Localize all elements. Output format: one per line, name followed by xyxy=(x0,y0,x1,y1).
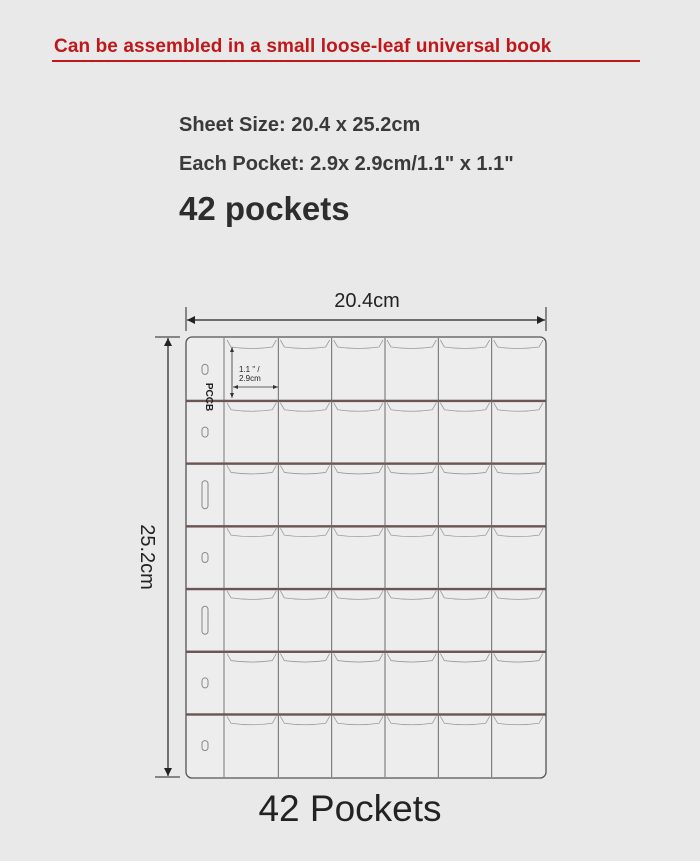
pocket-count-heading: 42 pockets xyxy=(179,190,350,227)
brand-label: PCCB xyxy=(203,382,214,412)
sheet-size-text: Sheet Size: 20.4 x 25.2cm xyxy=(179,114,421,136)
height-label: 25.2cm xyxy=(136,524,158,590)
pocket-label-line2: 2.9cm xyxy=(239,374,261,383)
headline: Can be assembled in a small loose-leaf universal book xyxy=(54,36,552,57)
width-dimension xyxy=(186,290,546,331)
height-dimension xyxy=(136,337,180,777)
pocket-label-line1: 1.1 " / xyxy=(239,365,260,374)
width-label: 20.4cm xyxy=(334,290,400,312)
pocket-size-text: Each Pocket: 2.9x 2.9cm/1.1" x 1.1" xyxy=(179,153,514,175)
footer-pocket-count: 42 Pockets xyxy=(258,788,442,829)
